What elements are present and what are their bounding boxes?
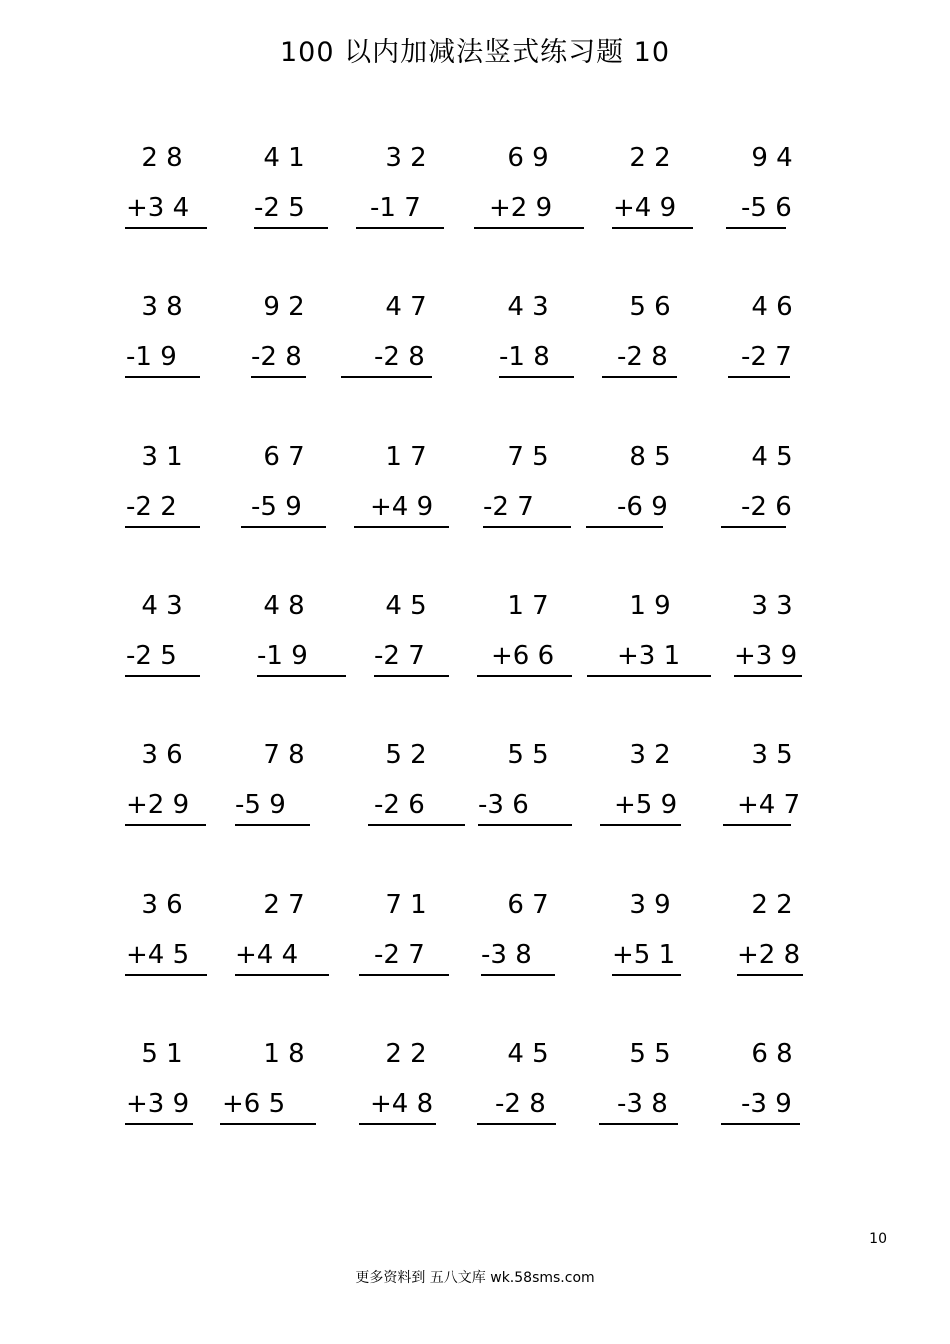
answer-line [257,675,346,677]
top-number: 3 8 [141,292,183,322]
bottom-operand: -2 2 [126,492,177,522]
top-number: 2 2 [385,1039,427,1069]
bottom-operand: -2 8 [251,342,302,372]
top-number: 3 1 [141,442,183,472]
answer-line [587,675,711,677]
top-number: 3 3 [751,591,793,621]
answer-line [600,824,681,826]
top-number: 6 7 [263,442,305,472]
answer-line [254,227,328,229]
answer-line [125,824,206,826]
top-number: 3 6 [141,890,183,920]
answer-line [354,526,449,528]
bottom-operand: -2 8 [374,342,425,372]
answer-line [241,526,326,528]
answer-line [478,824,572,826]
top-number: 5 5 [629,1039,671,1069]
bottom-operand: -2 5 [126,641,177,671]
bottom-operand: +5 1 [612,940,676,970]
top-number: 2 7 [263,890,305,920]
top-number: 4 3 [141,591,183,621]
top-number: 4 5 [751,442,793,472]
answer-line [359,974,449,976]
top-number: 3 2 [629,740,671,770]
answer-line [599,1123,678,1125]
bottom-operand: -2 7 [741,342,792,372]
answer-line [602,376,677,378]
top-number: 6 7 [507,890,549,920]
bottom-operand: +6 5 [222,1089,286,1119]
top-number: 6 8 [751,1039,793,1069]
bottom-operand: -2 7 [374,940,425,970]
top-number: 4 1 [263,143,305,173]
answer-line [481,974,555,976]
bottom-operand: -5 6 [741,193,792,223]
top-number: 1 7 [385,442,427,472]
bottom-operand: +2 8 [737,940,801,970]
answer-line [359,1123,436,1125]
answer-line [734,675,802,677]
answer-line [341,376,432,378]
bottom-operand: +4 9 [613,193,677,223]
answer-line [251,376,306,378]
bottom-operand: -2 7 [374,641,425,671]
bottom-operand: +4 8 [370,1089,434,1119]
bottom-operand: +4 9 [370,492,434,522]
answer-line [356,227,444,229]
bottom-operand: +6 6 [491,641,555,671]
answer-line [374,675,449,677]
answer-line [726,227,786,229]
bottom-operand: -2 6 [374,790,425,820]
top-number: 3 5 [751,740,793,770]
bottom-operand: +2 9 [126,790,190,820]
bottom-operand: +4 5 [126,940,190,970]
bottom-operand: +3 9 [734,641,798,671]
bottom-operand: -3 9 [741,1089,792,1119]
top-number: 4 5 [507,1039,549,1069]
bottom-operand: +3 1 [617,641,681,671]
bottom-operand: -1 7 [370,193,421,223]
footer-text: 更多资料到 五八文库 wk.58sms.com [355,1270,595,1286]
top-number: 4 7 [385,292,427,322]
bottom-operand: -6 9 [617,492,668,522]
answer-line [612,227,693,229]
bottom-operand: -2 6 [741,492,792,522]
answer-line [612,974,681,976]
answer-line [235,824,310,826]
top-number: 5 2 [385,740,427,770]
top-number: 2 2 [751,890,793,920]
top-number: 9 4 [751,143,793,173]
bottom-operand: -3 8 [617,1089,668,1119]
top-number: 4 3 [507,292,549,322]
answer-line [368,824,465,826]
top-number: 8 5 [629,442,671,472]
top-number: 7 1 [385,890,427,920]
top-number: 2 8 [141,143,183,173]
bottom-operand: +3 4 [126,193,190,223]
bottom-operand: -2 7 [483,492,534,522]
bottom-operand: +4 7 [737,790,801,820]
bottom-operand: +2 9 [489,193,553,223]
answer-line [737,974,803,976]
answer-line [125,526,200,528]
bottom-operand: -2 8 [617,342,668,372]
answer-line [125,974,207,976]
top-number: 5 6 [629,292,671,322]
bottom-operand: +4 4 [235,940,299,970]
top-number: 7 5 [507,442,549,472]
bottom-operand: -5 9 [235,790,286,820]
bottom-operand: -1 9 [257,641,308,671]
top-number: 1 8 [263,1039,305,1069]
answer-line [125,1123,193,1125]
answer-line [483,526,571,528]
answer-line [477,1123,556,1125]
top-number: 9 2 [263,292,305,322]
top-number: 7 8 [263,740,305,770]
answer-line [474,227,584,229]
answer-line [728,376,790,378]
top-number: 5 5 [507,740,549,770]
bottom-operand: +5 9 [614,790,678,820]
top-number: 4 8 [263,591,305,621]
top-number: 1 9 [629,591,671,621]
top-number: 6 9 [507,143,549,173]
bottom-operand: -2 8 [495,1089,546,1119]
answer-line [499,376,574,378]
answer-line [721,1123,800,1125]
bottom-operand: -1 9 [126,342,177,372]
bottom-operand: -3 6 [478,790,529,820]
bottom-operand: -2 5 [254,193,305,223]
bottom-operand: -5 9 [251,492,302,522]
answer-line [125,675,200,677]
top-number: 4 6 [751,292,793,322]
top-number: 4 5 [385,591,427,621]
top-number: 3 6 [141,740,183,770]
answer-line [721,526,786,528]
top-number: 3 2 [385,143,427,173]
answer-line [125,376,200,378]
answer-line [220,1123,316,1125]
bottom-operand: +3 9 [126,1089,190,1119]
page-number: 10 [869,1231,887,1247]
top-number: 3 9 [629,890,671,920]
answer-line [586,526,663,528]
top-number: 1 7 [507,591,549,621]
bottom-operand: -3 8 [481,940,532,970]
answer-line [477,675,572,677]
answer-line [723,824,791,826]
top-number: 2 2 [629,143,671,173]
page-title: 100 以内加减法竖式练习题 10 [279,37,671,68]
answer-line [125,227,207,229]
bottom-operand: -1 8 [499,342,550,372]
answer-line [235,974,329,976]
top-number: 5 1 [141,1039,183,1069]
